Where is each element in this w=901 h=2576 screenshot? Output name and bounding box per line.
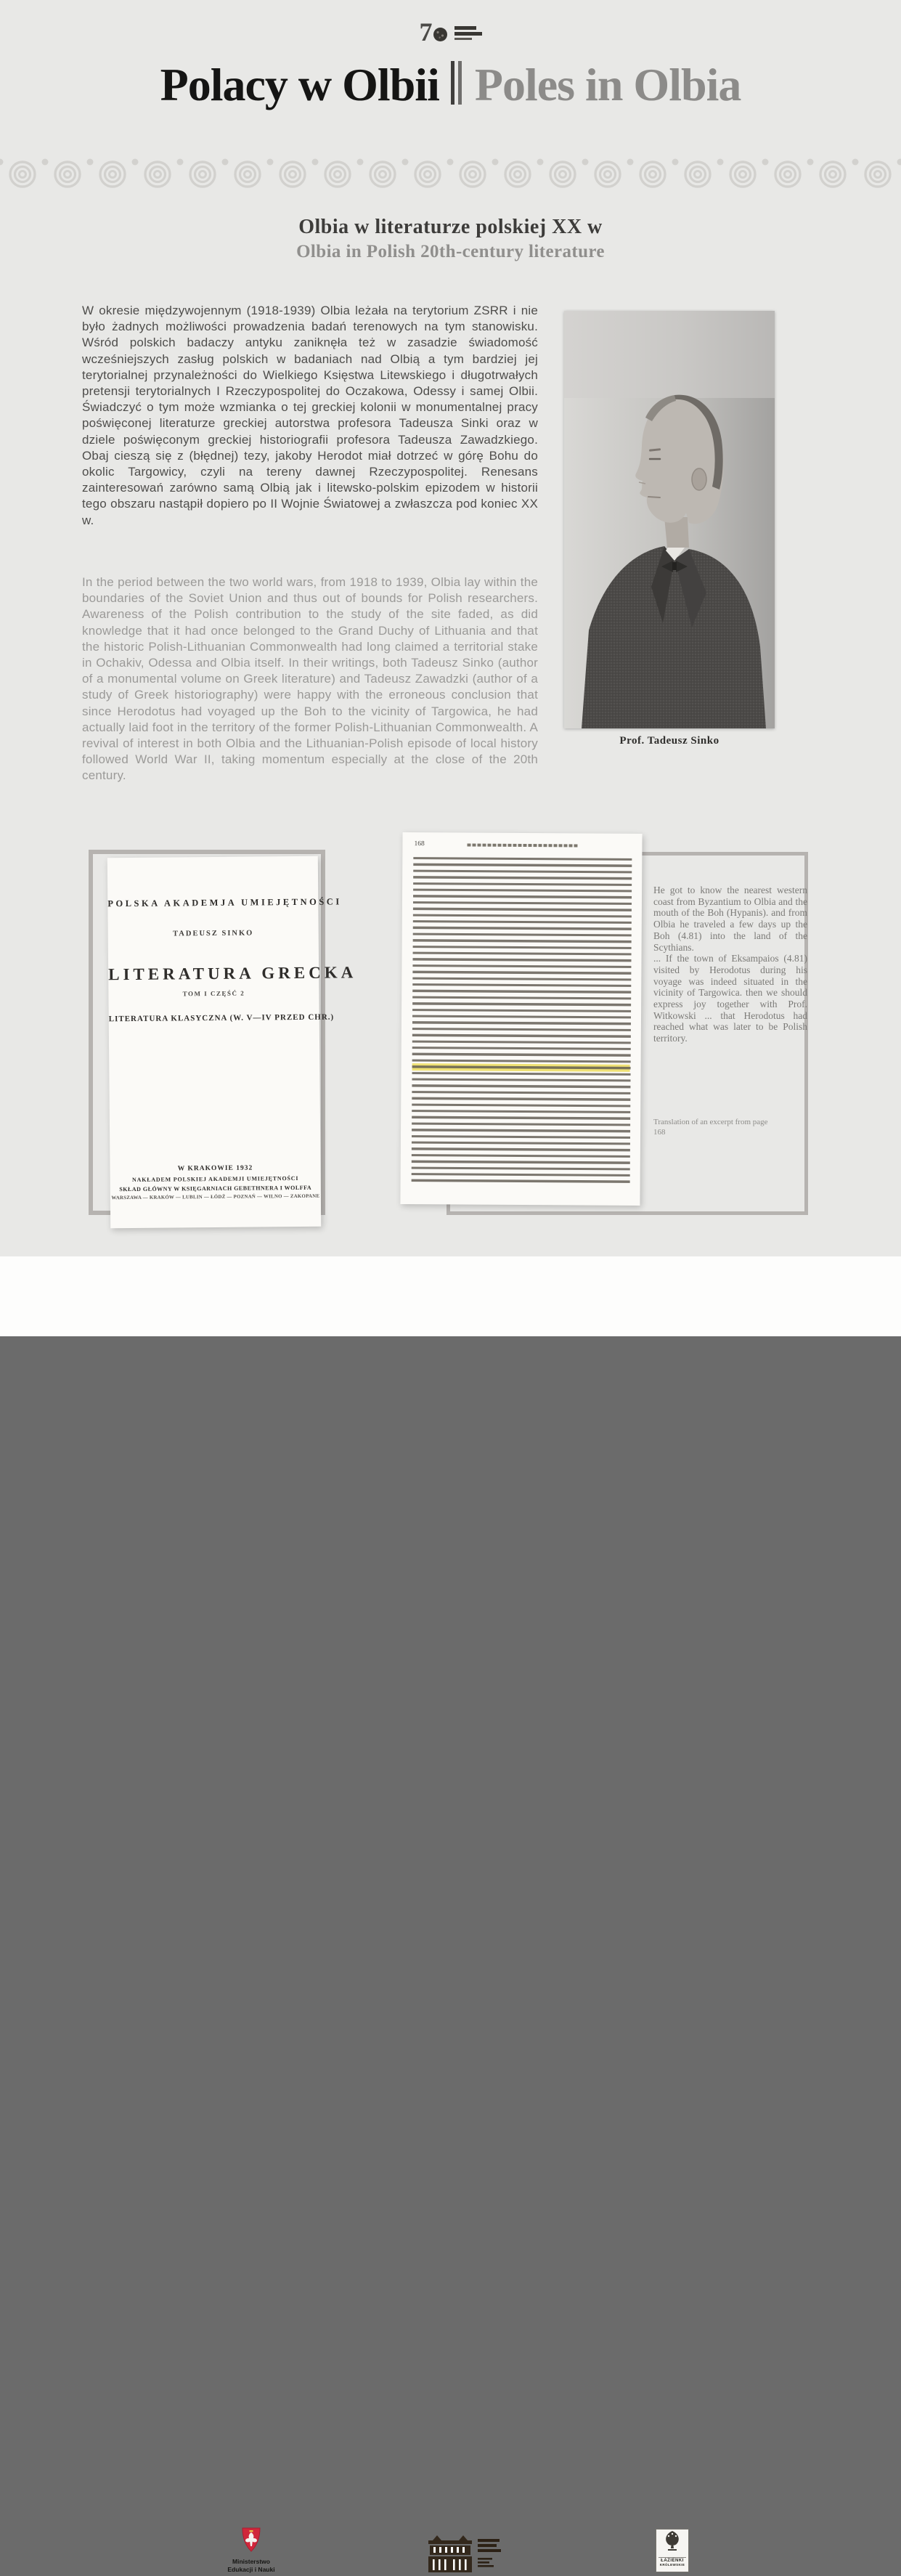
lazienki-logo xyxy=(656,2529,689,2572)
title-page-book-title: LITERATURA GRECKA xyxy=(108,963,357,984)
title-page-imprint-place: W KRAKOWIE 1932 xyxy=(177,1164,253,1173)
title-divider-bars xyxy=(451,61,462,105)
ministry-caption-line2: Edukacji i Nauki xyxy=(227,2566,275,2574)
ministry-logo xyxy=(215,2527,288,2574)
scan-running-header xyxy=(467,844,577,848)
title-page-author: TADEUSZ SINKO xyxy=(172,929,254,938)
excerpt-column xyxy=(653,885,807,1044)
ministry-caption xyxy=(215,2558,288,2574)
title-page-imprint-publisher: NAKŁADEM POLSKIEJ AKADEMJI UMIEJĘTNOŚCI xyxy=(131,1174,299,1183)
scan-text-lines xyxy=(412,857,632,1187)
lazienki-name: ŁAZIENKI xyxy=(659,2557,686,2563)
excerpt-footnote: Translation of an excerpt from page 168 xyxy=(653,1118,768,1137)
eagle-crest-icon xyxy=(241,2527,261,2552)
scan-page-number: 168 xyxy=(414,840,425,848)
lazienki-subtitle: KRÓLEWSKIE xyxy=(659,2563,685,2567)
poster-title-polish: Polacy w Olbii xyxy=(160,59,439,110)
section-heading-polish: Olbia w literaturze polskiej XX w xyxy=(298,216,603,238)
title-page-subtitle: LITERATURA KLASYCZNA (W. V—IV PRZED CHR.) xyxy=(108,1012,335,1024)
title-page-imprint-distribution: SKŁAD GŁÓWNY W KSIĘGARNIACH GEBETHNERA I WOLFFA xyxy=(119,1184,312,1193)
section-heading-english: Olbia in Polish 20th-century literature xyxy=(296,242,605,261)
badge-wordmark-bars xyxy=(454,26,482,40)
anniversary-badge xyxy=(420,19,482,45)
title-row xyxy=(0,61,901,109)
footer-band xyxy=(0,1256,901,2574)
title-page-publisher: POLSKA AKADEMJA UMIEJĘTNOŚCI xyxy=(107,896,342,909)
crown-tree-icon xyxy=(661,2530,683,2553)
ministry-caption-line1: Ministerstwo xyxy=(232,2558,270,2565)
paragraph-english: In the period between the two world wars, from 1918 to 1939, Olbia lay within the boundaries of the Soviet Union and thus out of bounds for Polish researchers. Awareness of the Polish contribution to the study of the site faded, as did knowledge that it had once belonged to the Grand Duchy of Lithuania and that the historic Polish-Lithuanian Commonwealth had long claimed a territorial stake in Ochakiv, Odessa and Olbia itself. In their writings, both Tadeusz Sinko (author of a monumental volume on Greek literature) and Tadeusz Zawadzki (author of a study of Greek historiography) were happy with the erroneous conclusion that since Herodotus had voyaged up the Boh to the vicinity of Targowica, he had actually laid foot in the territory of the former Polish-Lithuanian Commonwealth. A revival of interest in both Olbia and the Lithuanian-Polish episode of local history followed World War II, taking momentum especially at the close of the 20th century. xyxy=(82,575,538,783)
portrait-illustration xyxy=(564,311,775,728)
academy-building-logo xyxy=(428,2533,502,2576)
book-scan-page xyxy=(400,832,642,1206)
paragraph-polish: W okresie międzywojennym (1918-1939) Olbia leżała na terytorium ZSRR i nie było żadnych możliwości prowadzenia badań terenowych na tym stanowisku. Wśród polskich badaczy antyku zaniknęła też w zasadzie świadomość wcześniejszych zasług polskich w badaniach nad Olbią a tym bardziej jej terytorialnej przynależności do Wielkiego Księstwa Litewskiego i długotrwałych pretensji terytorialnych I Rzeczypospolitej do Oczakowa, Odessy i samej Olbii. Świadczyć o tym może wzmianka o tej greckiej kolonii w monumentalnej pracy poświęconej literaturze greckiej autorstwa profesora Tadeusza Sinki oraz w dziele poświęconym greckiej historiografii profesora Tadeusza Zawadzkiego. Obaj cieszą się z (błędnej) tezy, jakoby Herodot miał dotrzeć w górę Bohu do okolic Targowicy, czyli na tereny dawnej Rzeczypospolitej. Renesans zainteresowań zarówno samą Olbią jak i litewsko-polskim epizodem w historii tego obszaru nastąpił dopiero po II Wojnie Światowej a zwłaszcza pod koniec XX w. xyxy=(82,304,538,527)
portrait-photo xyxy=(564,311,775,728)
academy-building-icon xyxy=(428,2533,502,2572)
spiral-frieze-svg xyxy=(0,153,901,192)
coin-icon xyxy=(433,28,447,41)
spiral-frieze-border xyxy=(0,153,901,192)
book-title-page xyxy=(107,856,357,1229)
poster-title-english: Poles in Olbia xyxy=(474,59,741,110)
title-page-volume: TOM I CZĘŚĆ 2 xyxy=(182,989,245,998)
academy-wordmark-bars xyxy=(478,2539,501,2567)
excerpt-paragraph-1: He got to know the nearest western coast from Byzantium to Olbia and the mouth of the Boh (Hypanis). and from Olbia he traveled a few days up the Boh (4.81) into the land of the Scythians. xyxy=(653,885,807,953)
title-page-imprint-cities: WARSZAWA — KRAKÓW — LUBLIN — ŁÓDŹ — POZNAŃ — WILNO — ZAKOPANE xyxy=(111,1193,320,1201)
excerpt-paragraph-2: ... If the town of Eksampaios (4.81) visited by Herodotus during his voyage was indeed situated in the vicinity of Targowica. then we should express joy together with Prof. Witkowski ... that Herodotus had reached what was later to be Polish territory. xyxy=(653,953,807,1044)
photo-caption: Prof. Tadeusz Sinko xyxy=(619,735,719,747)
badge-seven-glyph: 7 xyxy=(419,17,433,46)
